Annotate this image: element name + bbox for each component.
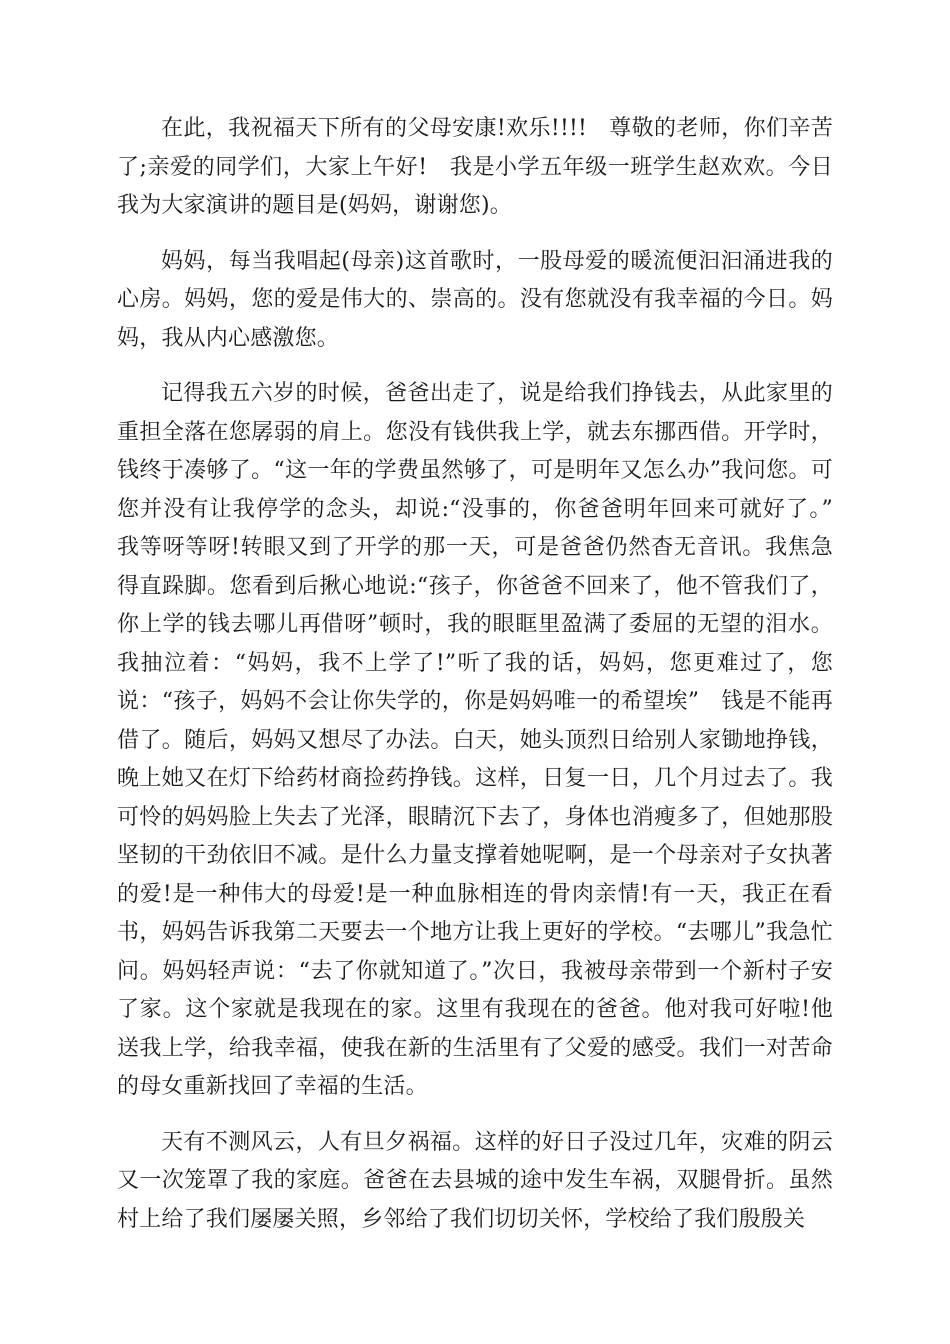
paragraph-4: 天有不测风云，人有旦夕祸福。这样的好日子没过几年，灾难的阴云又一次笼罩了我的家庭。爸爸在去县城的途中发生车祸，双腿骨折。虽然村上给了我们屡屡关照，乡邻给了我们切切关怀，学校给了我们殷殷关	[117, 1129, 833, 1232]
paragraph-3: 记得我五六岁的时候，爸爸出走了，说是给我们挣钱去，从此家里的重担全落在您孱弱的肩上。您没有钱供我上学，就去东挪西借。开学时，钱终于凑够了。“这一年的学费虽然够了，可是明年又怎么办”我问您。可您并没有让我停学的念头，却说:“没事的，你爸爸明年回来可就好了。” 我等呀等呀!转眼又到了开学的那一天，可是爸爸仍然杳无音讯。我焦急得直跺脚。您看到后揪心地说:“孩子，你爸爸不回来了，他不管我们了，你上学的钱去哪儿再借呀”顿时，我的眼眶里盈满了委屈的无望的泪水。我抽泣着：“妈妈，我不上学了!”听了我的话，妈妈，您更难过了，您说：“孩子，妈妈不会让你失学的，你是妈妈唯一的希望埃” 钱是不能再借了。随后，妈妈又想尽了办法。白天，她头顶烈日给别人家锄地挣钱，晚上她又在灯下给药材商捡药挣钱。这样，日复一日，几个月过去了。我可怜的妈妈脸上失去了光泽，眼睛沉下去了，身体也消瘦多了，但她那股坚韧的干劲依旧不减。是什么力量支撑着她呢啊，是一个母亲对子女执著的爱!是一种伟大的母爱!是一种血脉相连的骨肉亲情!有一天，我正在看书，妈妈告诉我第二天要去一个地方让我上更好的学校。“去哪儿”我急忙问。妈妈轻声说：“去了你就知道了。”次日，我被母亲带到一个新村子安了家。这个家就是我现在的家。这里有我现在的爸爸。他对我可好啦!他送我上学，给我幸福，使我在新的生活里有了父爱的感受。我们一对苦命的母女重新找回了幸福的生活。	[117, 381, 862, 1099]
paragraph-2: 妈妈，每当我唱起(母亲)这首歌时，一股母爱的暖流便汩汩涌进我的心房。妈妈，您的爱是伟大的、崇高的。没有您就没有我幸福的今日。妈妈，我从内心感激您。	[117, 248, 833, 351]
paragraph-1: 在此，我祝福天下所有的父母安康!欢乐!!!! 尊敬的老师，你们辛苦了;亲爱的同学们，大家上午好! 我是小学五年级一班学生赵欢欢。今日我为大家演讲的题目是(妈妈，谢谢您)。	[117, 116, 833, 218]
document-body	[117, 110, 862, 1256]
